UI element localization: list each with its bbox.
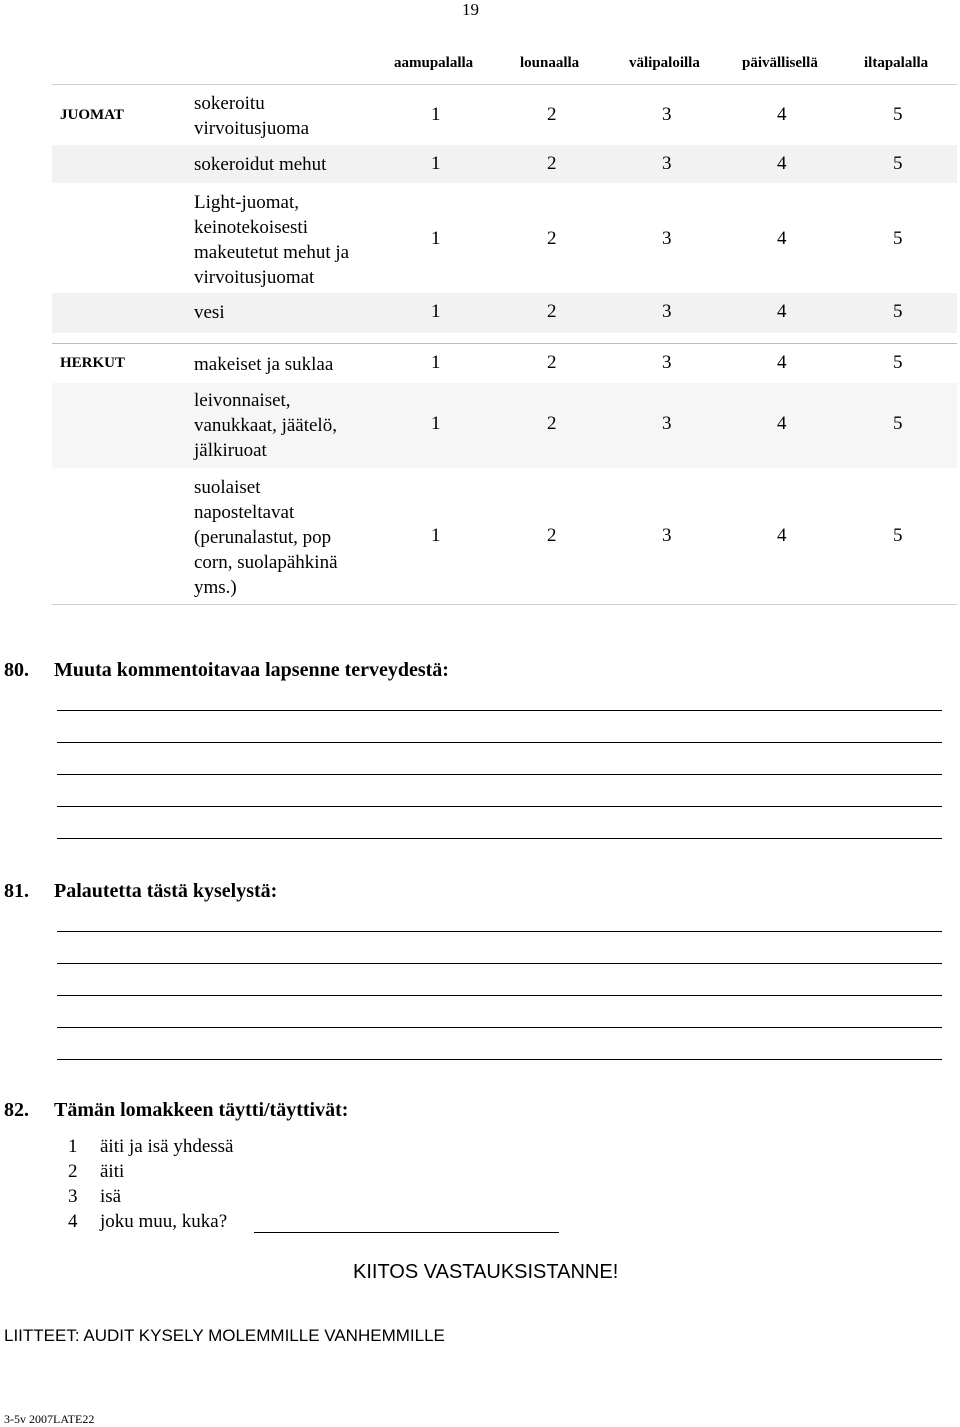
scale-option[interactable]: 4 <box>777 413 787 434</box>
answer-line[interactable] <box>57 774 942 775</box>
option-4[interactable]: 4 joku muu, kuka? <box>68 1211 228 1232</box>
answer-line[interactable] <box>57 710 942 711</box>
scale-option[interactable]: 4 <box>777 525 787 546</box>
answer-line[interactable] <box>57 931 942 932</box>
row-shade <box>52 145 957 183</box>
row-shade <box>52 383 957 468</box>
scale-option[interactable]: 1 <box>431 301 441 322</box>
scale-option[interactable]: 1 <box>431 413 441 434</box>
column-header-snacks: välipaloilla <box>629 55 700 71</box>
scale-option[interactable]: 3 <box>662 104 672 125</box>
scale-option[interactable]: 2 <box>547 525 557 546</box>
answer-line[interactable] <box>57 1027 942 1028</box>
table-row-label: sokeroitu virvoitusjuoma <box>194 93 310 139</box>
table-top-rule <box>52 84 957 85</box>
table-row-label: leivonnaiset, vanukkaat, jäätelö, jälkiruoat <box>194 390 337 461</box>
row-shade <box>52 293 957 333</box>
answer-line[interactable] <box>57 1059 942 1060</box>
scale-option[interactable]: 2 <box>547 104 557 125</box>
table-row-label: suolaiset naposteltavat (perunalastut, pop corn, suolapähkinä yms.) <box>194 477 338 598</box>
scale-option[interactable]: 3 <box>662 413 672 434</box>
scale-option[interactable]: 5 <box>893 153 903 174</box>
scale-option[interactable]: 1 <box>431 525 441 546</box>
scale-option[interactable]: 5 <box>893 525 903 546</box>
scale-option[interactable]: 4 <box>777 352 787 373</box>
scale-option[interactable]: 5 <box>893 104 903 125</box>
scale-option[interactable]: 1 <box>431 153 441 174</box>
scale-option[interactable]: 4 <box>777 104 787 125</box>
question-82-title: 82. Tämän lomakkeen täytti/täyttivät: <box>4 1099 349 1121</box>
question-80-title: 80. Muuta kommentoitavaa lapsenne terveydestä: <box>4 659 449 681</box>
table-row-label: Light-juomat, keinotekoisesti makeutetut mehut ja virvoitusjuomat <box>194 192 350 288</box>
scale-option[interactable]: 3 <box>662 352 672 373</box>
scale-option[interactable]: 4 <box>777 228 787 249</box>
table-row-label: makeiset ja suklaa <box>194 354 334 375</box>
column-header-breakfast: aamupalalla <box>394 55 474 71</box>
category-drinks: JUOMAT <box>60 107 124 123</box>
answer-line[interactable] <box>57 838 942 839</box>
category-treats: HERKUT <box>60 355 126 371</box>
answer-line[interactable] <box>57 963 942 964</box>
scale-option[interactable]: 2 <box>547 301 557 322</box>
scale-option[interactable]: 3 <box>662 525 672 546</box>
footer-code: 3-5v 2007LATE22 <box>4 1412 95 1426</box>
scale-option[interactable]: 3 <box>662 228 672 249</box>
scale-option[interactable]: 2 <box>547 228 557 249</box>
scale-option[interactable]: 4 <box>777 301 787 322</box>
option-2[interactable]: 2 äiti <box>68 1161 125 1182</box>
scale-option[interactable]: 1 <box>431 104 441 125</box>
column-header-evening-snack: iltapalalla <box>864 55 929 71</box>
scale-option[interactable]: 2 <box>547 153 557 174</box>
scale-option[interactable]: 1 <box>431 352 441 373</box>
scale-option[interactable]: 3 <box>662 153 672 174</box>
answer-line[interactable] <box>57 742 942 743</box>
page-number: 19 <box>462 0 479 19</box>
scale-option[interactable]: 5 <box>893 413 903 434</box>
scale-option[interactable]: 4 <box>777 153 787 174</box>
option-1[interactable]: 1 äiti ja isä yhdessä <box>68 1136 234 1157</box>
other-answer-line[interactable] <box>254 1232 559 1233</box>
scale-option[interactable]: 2 <box>547 352 557 373</box>
scale-option[interactable]: 5 <box>893 352 903 373</box>
scale-option[interactable]: 2 <box>547 413 557 434</box>
scale-option[interactable]: 5 <box>893 228 903 249</box>
table-bottom-rule <box>52 604 957 605</box>
table-row-label: vesi <box>194 302 225 323</box>
column-header-lunch: lounaalla <box>520 55 580 71</box>
table-row-label: sokeroidut mehut <box>194 154 327 175</box>
section-divider <box>52 343 957 344</box>
option-3[interactable]: 3 isä <box>68 1186 122 1207</box>
answer-line[interactable] <box>57 806 942 807</box>
thanks-message: KIITOS VASTAUKSISTANNE! <box>353 1261 619 1283</box>
column-header-dinner: päivällisellä <box>742 55 818 71</box>
scale-option[interactable]: 1 <box>431 228 441 249</box>
scale-option[interactable]: 3 <box>662 301 672 322</box>
question-81-title: 81. Palautetta tästä kyselystä: <box>4 880 278 902</box>
attachments-note: LIITTEET: AUDIT KYSELY MOLEMMILLE VANHEMMILLE <box>4 1326 445 1345</box>
answer-line[interactable] <box>57 995 942 996</box>
scale-option[interactable]: 5 <box>893 301 903 322</box>
